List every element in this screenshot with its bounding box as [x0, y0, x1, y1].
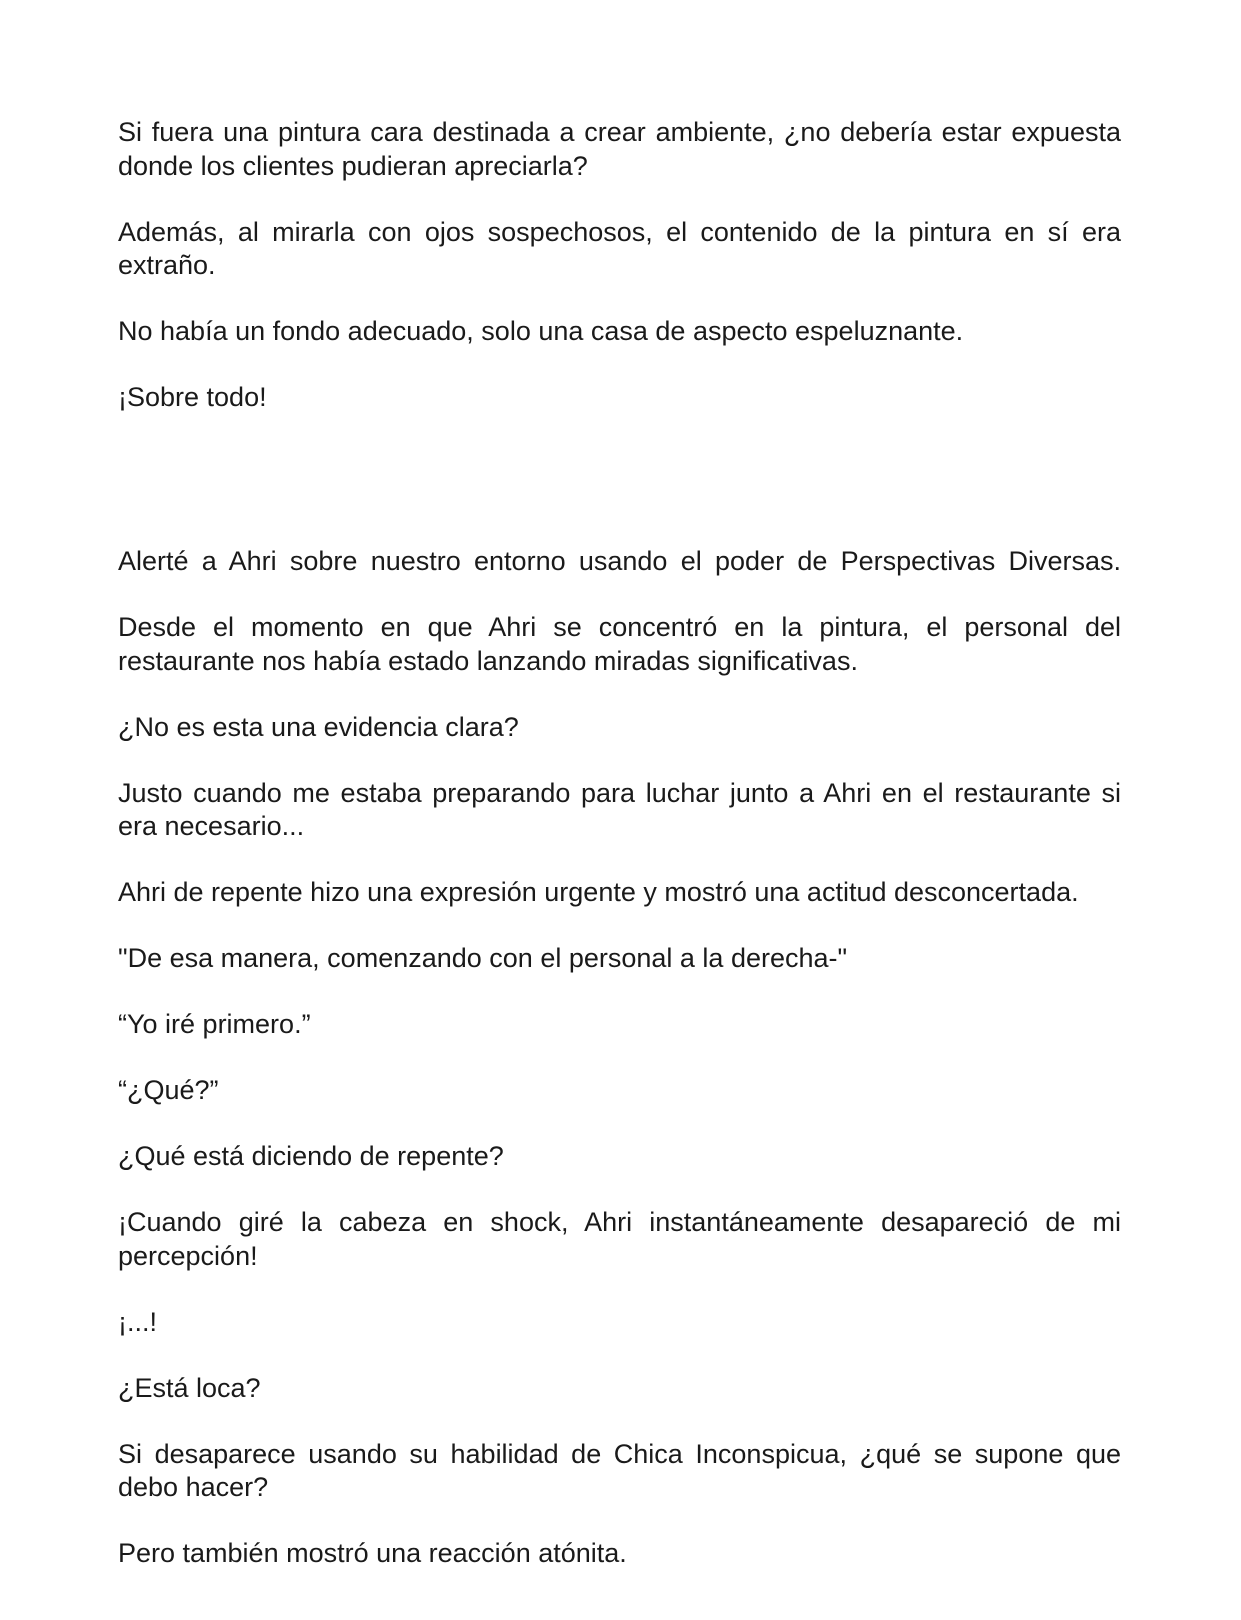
- paragraph: ¡...!: [118, 1306, 157, 1337]
- section-break: [118, 447, 1121, 545]
- paragraph: Justo cuando me estaba preparando para luchar junto a Ahri en el restaurante si era necesario...: [118, 777, 1121, 841]
- paragraph: Si desaparece usando su habilidad de Chica Inconspicua, ¿qué se supone que debo hacer?: [118, 1438, 1121, 1502]
- paragraph: ¿No es esta una evidencia clara?: [118, 711, 519, 742]
- paragraph: No había un fondo adecuado, solo una casa de aspecto espeluznante.: [118, 316, 964, 346]
- paragraph: “¿Qué?”: [118, 1075, 219, 1105]
- paragraph: Ahri de repente hizo una expresión urgente y mostró una actitud desconcertada.: [118, 877, 1079, 907]
- paragraph: ¿Está loca?: [118, 1372, 261, 1403]
- paragraph: Si fuera una pintura cara destinada a crear ambiente, ¿no debería estar expuesta donde los clientes pudieran apreciarla?: [118, 117, 1121, 181]
- paragraph: ¿Qué está diciendo de repente?: [118, 1141, 504, 1171]
- paragraph: "De esa manera, comenzando con el personal a la derecha-": [118, 943, 848, 973]
- paragraph: ¡Sobre todo!: [118, 382, 267, 412]
- paragraph: “Yo iré primero.”: [118, 1009, 311, 1039]
- document-body: [118, 116, 1121, 1603]
- paragraph: Desde el momento en que Ahri se concentró en la pintura, el personal del restaurante nos había estado lanzando miradas significativas.: [118, 612, 1121, 676]
- paragraph: Alerté a Ahri sobre nuestro entorno usando el poder de Perspectivas Diversas.: [118, 546, 1121, 576]
- paragraph: Además, al mirarla con ojos sospechosos, el contenido de la pintura en sí era extraño.: [118, 216, 1121, 280]
- paragraph: ¡Cuando giré la cabeza en shock, Ahri instantáneamente desapareció de mi percepción!: [118, 1207, 1121, 1271]
- paragraph: Pero también mostró una reacción atónita.: [118, 1538, 627, 1568]
